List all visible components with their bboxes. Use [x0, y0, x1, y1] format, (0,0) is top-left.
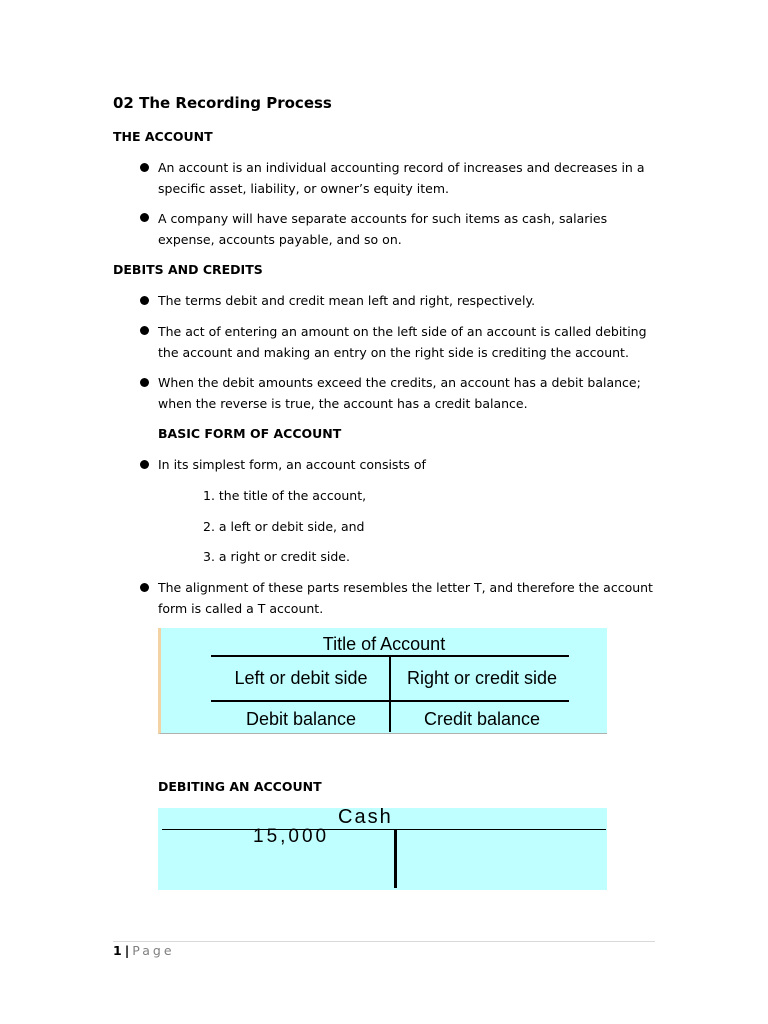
t-account-right-label: Right or credit side [406, 668, 558, 688]
numbered-item: 3. a right or credit side. [203, 549, 350, 564]
document-title: 02 The Recording Process [113, 94, 332, 112]
t-account-diagram [158, 628, 607, 734]
bullet-text: The terms debit and credit mean left and right, respectively. [158, 293, 536, 308]
cash-account-diagram [158, 808, 607, 890]
cash-account-vertical-line [394, 830, 397, 888]
footer-separator: | [124, 943, 130, 958]
bullet-text: When the debit amounts exceed the credits, an account has a debit balance; when the reverse is true, the account has a credit balance. [158, 375, 641, 411]
cash-account-title: Cash [338, 806, 393, 828]
page-label: Page [132, 943, 175, 958]
bullet-icon [140, 163, 149, 172]
numbered-item: 1. the title of the account, [203, 488, 367, 503]
bullet-icon [140, 296, 149, 305]
bullet-icon [140, 460, 149, 469]
cash-account-horizontal-line [162, 829, 606, 830]
bullet-icon [140, 213, 149, 222]
bullet-text: The alignment of these parts resembles the letter T, and therefore the account form is called a T account. [158, 580, 653, 616]
t-account-title: Title of Account [322, 634, 446, 654]
footer-divider [113, 941, 655, 942]
t-account-vertical-line [389, 656, 391, 732]
numbered-item: 2. a left or debit side, and [203, 519, 365, 534]
t-account-left-label: Left or debit side [234, 668, 368, 688]
t-account-right-bottom: Credit balance [423, 709, 541, 729]
bullet-text: In its simplest form, an account consists of [158, 457, 426, 472]
bullet-text: An account is an individual accounting record of increases and decreases in a specific asset, liability, or owner’s equity item. [158, 160, 645, 196]
bullet-text: A company will have separate accounts for such items as cash, salaries expense, accounts payable, and so on. [158, 211, 608, 247]
heading-the-account: THE ACCOUNT [113, 129, 213, 144]
heading-debits-and-credits: DEBITS AND CREDITS [113, 262, 263, 277]
page-number: 1 [113, 943, 122, 958]
cash-account-debit-value: 15,000 [253, 826, 330, 847]
bullet-icon [140, 378, 149, 387]
bullet-icon [140, 583, 149, 592]
bullet-text: The act of entering an amount on the left side of an account is called debiting the account and making an entry on the right side is crediting the account. [158, 324, 647, 360]
bullet-icon [140, 326, 149, 335]
heading-basic-form: BASIC FORM OF ACCOUNT [158, 426, 342, 441]
heading-debiting-an-account: DEBITING AN ACCOUNT [158, 779, 322, 794]
t-account-left-bottom: Debit balance [245, 709, 357, 729]
page-footer [113, 943, 175, 958]
